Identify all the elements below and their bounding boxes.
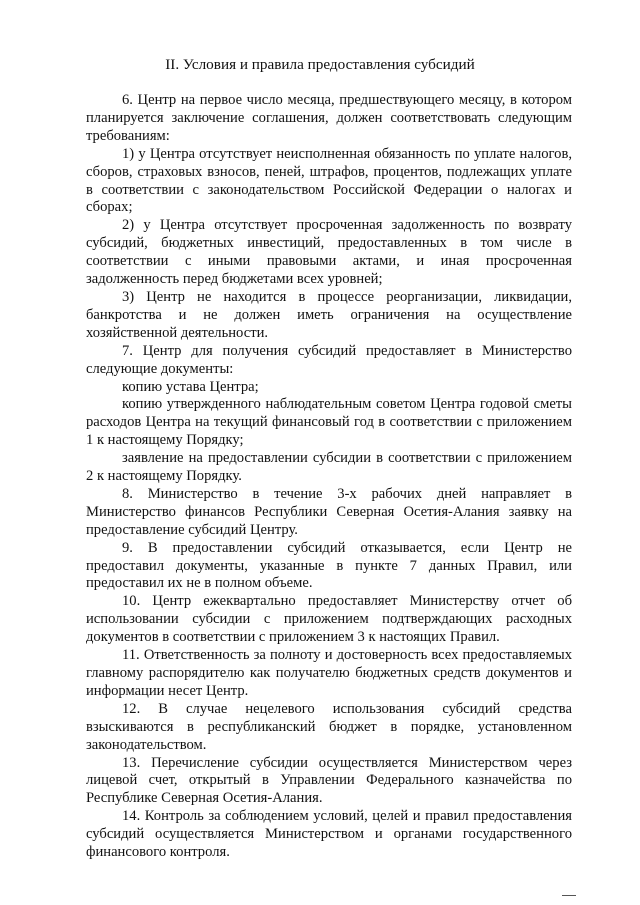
section-title: II. Условия и правила предоставления субсидий: [165, 56, 475, 73]
paragraph-7-item-3: заявление на предоставлении субсидии в соответствии с приложением 2 к настоящему Порядку.: [86, 450, 572, 485]
paragraph-6: 6. Центр на первое число месяца, предшествующего месяцу, в котором планируется заключение соглашения, должен соответствовать следующим требованиям:: [86, 92, 572, 144]
paragraph-7: 7. Центр для получения субсидий предоставляет в Министерство следующие документы:: [86, 342, 572, 377]
document-body: [86, 92, 572, 862]
paragraph-11: 11. Ответственность за полноту и достоверность всех предоставляемых главному распорядителю как получателю бюджетных средств документов и информации несет Центр.: [86, 647, 572, 699]
paragraph-6-1: 1) у Центра отсутствует неисполненная обязанность по уплате налогов, сборов, страховых взносов, пеней, штрафов, процентов, подлежащих уплате в соответствии с законодательством Российской Федерации о налогах и сборах;: [86, 145, 572, 216]
paragraph-10: 10. Центр ежеквартально предоставляет Министерству отчет об использовании субсидии с приложением подтверждающих расходных документов в соответствии с приложением 3 к настоящих Правил.: [86, 593, 572, 646]
paragraph-6-2: 2) у Центра отсутствует просроченная задолженность по возврату субсидий, бюджетных инвестиций, предоставленных в том числе в соответствии с иными правовыми актами, и иная просроченная задолженность перед бюджетами всех уровней;: [86, 217, 572, 288]
paragraph-7-item-1: копию устава Центра;: [122, 378, 259, 395]
paragraph-8: 8. Министерство в течение 3-х рабочих дней направляет в Министерство финансов Республики Северная Осетия-Алания заявку на предоставление субсидий Центру.: [86, 485, 572, 538]
page-edge-mark: [562, 895, 576, 896]
paragraph-14: 14. Контроль за соблюдением условий, целей и правил предоставления субсидий осуществляется Министерством и органами государственного финансового контроля.: [86, 808, 572, 861]
paragraph-12: 12. В случае нецелевого использования субсидий средства взыскиваются в республиканский бюджет в порядке, установленном законодательством.: [86, 700, 572, 753]
paragraph-13: 13. Перечисление субсидии осуществляется Министерством через лицевой счет, открытый в Управлении Федерального казначейства по Республике Северная Осетия-Алания.: [86, 754, 572, 807]
paragraph-9: 9. В предоставлении субсидий отказывается, если Центр не предоставил документы, указанные в пункте 7 данных Правил, или предоставил их не в полном объеме.: [86, 539, 572, 592]
paragraph-6-3: 3) Центр не находится в процессе реорганизации, ликвидации, банкротства и не должен иметь ограничения на осуществление хозяйственной деятельности.: [86, 288, 572, 341]
paragraph-7-item-2: копию утвержденного наблюдательным советом Центра годовой сметы расходов Центра на текущий финансовый год в соответствии с приложением 1 к настоящему Порядку;: [86, 396, 572, 449]
